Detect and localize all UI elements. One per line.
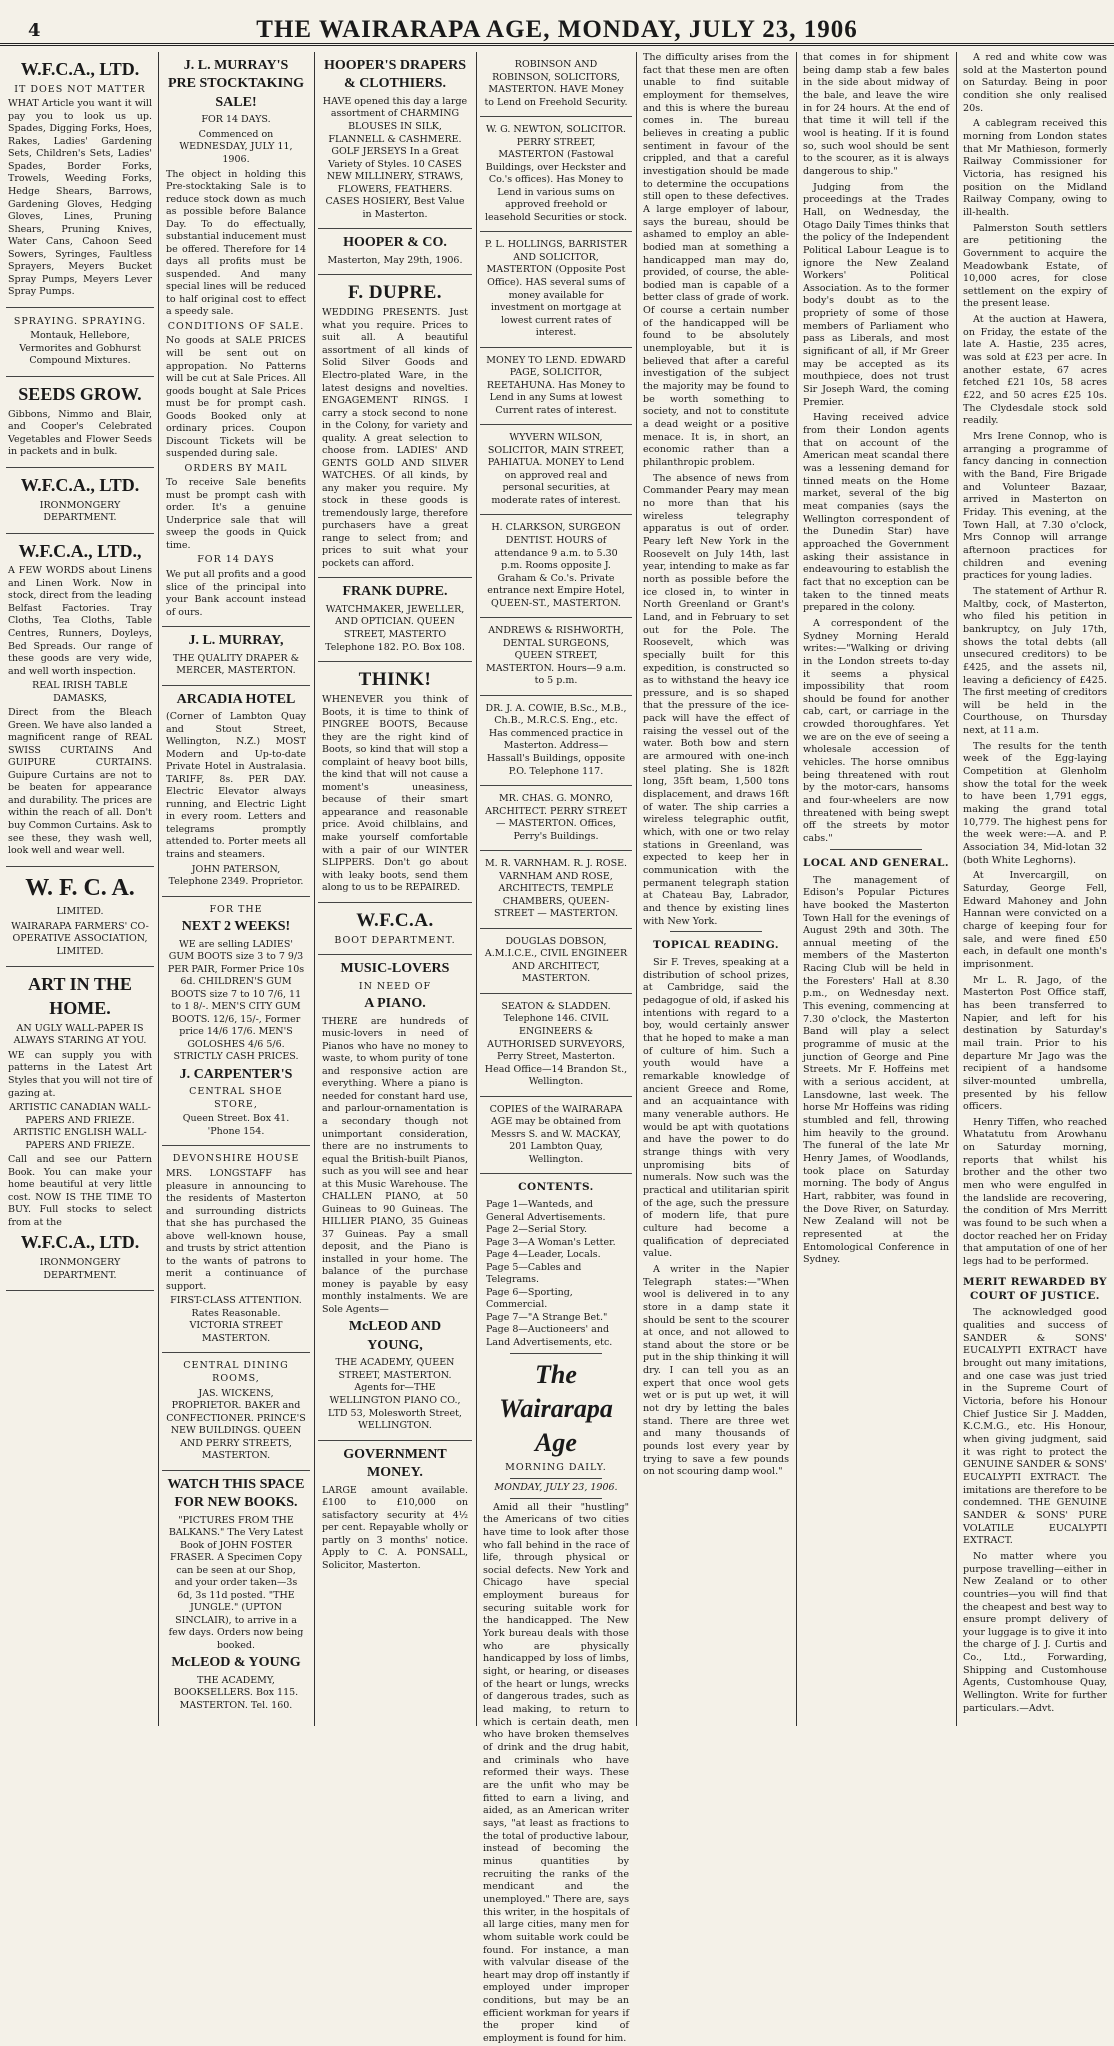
ad-body: LARGE amount available. £100 to £10,000 on satisfactory security at 4½ per cent. Repayable wholly or partly on 3 months' notice. Apply to C. A. PONSALL, Solicitor, Masterton. xyxy=(322,1484,468,1571)
article-paragraph: Judging from the proceedings at the Trades Hall, on Wednesday, the Otago Daily Times thinks that the policy of the Independent Political Labour League is to ignore the New Zealand Workers' Political Association. As to the former body's doubt as to the propriety of some of those members of Parliament who pass as Liberals, and most significant of all, if Mr Greer may be accepted as its mouthpiece, does not trust Sir Joseph Ward, the coming Premier. xyxy=(803,181,949,408)
professional-card xyxy=(480,348,632,426)
ad-body: MRS. LONGSTAFF has pleasure in announcing to the residents of Masterton and surrounding districts that she has purchased the above well-known house, and trusts by strict attention to the wants of patrons to merit a continuance of support. xyxy=(166,1168,306,1292)
article-paragraph: The statement of Arthur R. Maltby, cock, of Masterton, who filed his petition in bankruptcy, on July 17th, shows the total debts (all unsecured creditors) to be £425, and the assets nil, leaving a deficiency of £425. The first meeting of creditors will be held in the Courthouse, on Thursday next, at 11 a.m. xyxy=(963,585,1107,737)
ad-title: HOOPER & CO. xyxy=(343,235,447,251)
ad-body: Call and see our Pattern Book. You can make your home beautiful at very little cost. NOW IS THE TIME TO BUY. Full stocks to select from at the xyxy=(8,1154,152,1228)
card-text: SEATON & SLADDEN. Telephone 146. CIVIL ENGINEERS & AUTHORISED SURVEYORS, Perry Street, Masterton. Head Office—14 Brandon St., Wellington. xyxy=(484,1000,628,1088)
ad-government-money xyxy=(318,1441,472,1580)
ad-body: WE are selling LADIES' GUM BOOTS size 3 to 7 9/3 PER PAIR, Former Price 10s 6d. CHILDREN'S GUM BOOTS size 7 to 10 7/6, 11 to 1 8/-. MEN'S CITY GUM BOOTS. 12/6, 15/-, Former price 14/6 17/6. MEN'S GOLOSHES 4/6 5/6. STRICTLY CASH PRICES. xyxy=(167,938,305,1063)
ad-seeds xyxy=(6,377,154,468)
column-rule xyxy=(796,52,797,1726)
ad-art-home xyxy=(6,967,154,1291)
ad-devonshire-house xyxy=(162,1146,310,1353)
ad-sub: LIMITED. xyxy=(56,906,104,918)
ad-frank-dupre xyxy=(318,578,472,662)
ad-tag: IT DOES NOT MATTER xyxy=(14,83,146,95)
article-paragraph: No matter where you purpose travelling—either in New Zealand or to other countries—you will find that the cheapest and best way to ensure prompt delivery of your luggage is to give it into the charge of J. J. Curtis and Co., Ltd., Forwarding, Shipping and Customhouse Agents, Customhouse Quay, Wellington. Write for further particulars.—Advt. xyxy=(963,1550,1107,1714)
ad-arcadia-hotel xyxy=(162,686,310,897)
divider xyxy=(510,1353,601,1354)
newspaper-title: THE WAIRARAPA AGE, MONDAY, JULY 23, 1906 xyxy=(256,16,858,43)
contents-item: Page 7—"A Strange Bet." xyxy=(486,1311,608,1323)
ad-title: MUSIC-LOVERS xyxy=(340,961,450,977)
ad-wfca-limited xyxy=(6,867,154,968)
ad-sub: ORDERS BY MAIL xyxy=(184,462,288,474)
ad-title: WATCH THIS SPACE FOR NEW BOOKS. xyxy=(167,1476,305,1511)
local-general-heading: LOCAL AND GENERAL. xyxy=(802,856,950,869)
article-paragraph: At Invercargill, on Saturday, George Fell, Edward Mahoney and John Hannan were convicted on a charge of keeping four for sale, and were fined £50 each, in default one month's imprisonment. xyxy=(963,870,1107,970)
ad-title: ARCADIA HOTEL xyxy=(176,691,296,707)
ad-days: FOR 14 DAYS. xyxy=(201,114,271,126)
ad-sub: WATCHMAKER, JEWELLER, AND OPTICIAN. QUEEN STREET, MASTERTO Telephone 182. P.O. Box 108. xyxy=(325,603,465,653)
ad-linens xyxy=(6,534,154,867)
page-number: 4 xyxy=(28,20,41,41)
column-rule xyxy=(158,52,159,1726)
card-text: P. L. HOLLINGS, BARRISTER AND SOLICITOR, MASTERTON (Opposite Post Office). HAS several sums of money available for investment on mortgage at lowest current rates of interest. xyxy=(484,239,628,339)
article-paragraph: Having received advice from their London agents that on account of the American meat scandal there was a lessening demand for tinned meats on the Home market, several of the big meat companies (says the Wellington correspondent of the Dunedin Star) have approached the Government asking their assistance in endeavouring to establish the fact that no exception can be taken to the tinned meats prepared in the colony. xyxy=(803,412,949,614)
contents-item: Page 3—A Woman's Letter. xyxy=(486,1236,616,1248)
article-paragraph: A correspondent of the Sydney Morning Herald writes:—"Walking or driving in the London streets to-day it seems a physical impossibility that room should be found for another cab, cart, or carriage in the crowded thoroughfares. Yet we are on the eve of seeing a wholesale accession of vehicles. The horse omnibus being threatened with rout by the motor-cars, hansoms and four-wheelers are now threatened with being swept off the streets by motor cabs." xyxy=(803,617,949,845)
column-6 xyxy=(800,52,952,1726)
ad-body: "PICTURES FROM THE BALKANS." The Very Latest Book of JOHN FOSTER FRASER. A Specimen Copy can be seen at our Shop, and your order taken—3s 6d, 3s 11d posted. "THE JUNGLE." (UPTON SINCLAIR), to arrive in a few days. Orders now being booked. xyxy=(168,1514,304,1651)
column-rule xyxy=(314,52,315,1726)
article-paragraph: Amid all their "hustling" the Americans of two cities have time to look after those who fall behind in the race of life, through physical or social defects. New York and Chicago have special employment bureaus for securing suitable work for the handicapped. The New York bureau deals with those who are physically handicapped by loss of limbs, sight, or hearing, or diseases of the heart or lungs, wrecks of dangerous trades, such as lead making, to return to which is certain death, men who have broken themselves of drink and the drug habit, and criminals who have reformed their ways. These are the unfit who may be fitted to earn a living, and aided, as an American writer says, "at least as fractions to the total of productive labour, instead of becoming the minus quantities by recruiting the ranks of the mendicant and the unemployed." There are, says this writer, in the hospitals of all large cities, many men for whom suitable work could be found. For instance, a man with valvular disease of the heart may drop off instantly if employed under improper conditions, but may be an efficient workman for years if the proper kind of employment is found for him. xyxy=(483,1501,629,2045)
article-paragraph: Henry Tiffen, who reached Whatatutu from Arowhanu on Saturday morning, reports that whilst his brother and the other two men who were engulfed in the landslide are recovering, the condition of Mrs Merritt was found to be such when a doctor reached her on Friday that amputation of one of her legs had to be performed. xyxy=(963,1116,1107,1268)
ad-footer: McLEOD AND YOUNG, xyxy=(348,1319,442,1353)
article-paragraph: At the auction at Hawera, on Friday, the estate of the late A. Hastie, 235 acres, was sold at £23 per acre. In another estate, 67 acres fetched £21 10s, 58 acres £22, and 50 acres £25 10s. The Clydesdale stock sold readily. xyxy=(963,314,1107,427)
ad-title: J. CARPENTER'S xyxy=(179,1066,293,1082)
professional-card xyxy=(480,1097,632,1175)
card-text: MONEY TO LEND. EDWARD PAGE, SOLICITOR, REETAHUNA. Has Money to Lend in any Sums at lowest Current rates of interest. xyxy=(486,354,626,416)
article-paragraph: Mrs Irene Connop, who is arranging a programme of fancy dancing in connection with the Band, Fire Brigade and Volunteer Bazaar, arrived in Masterton on Friday. This evening, at the Town Hall, at 7.30 o'clock, Mrs Connop will arrange afternoon practices for children and evening practices for young ladies. xyxy=(963,431,1107,582)
ad-body: No goods at SALE PRICES will be sent out on appropation. No Patterns will be cut at Sale Prices. All goods bought at Sale Prices must be for prompt cash. Goods Booked only at ordinary prices. Coupon Discount Tickets will be suspended during sale. xyxy=(166,335,306,460)
column-3 xyxy=(318,52,472,1726)
ad-body: JAS. WICKENS, PROPRIETOR. BAKER and CONFECTIONER. PRINCE'S NEW BUILDINGS. QUEEN AND PERRY STREETS, MASTERTON. xyxy=(166,1387,306,1462)
article-paragraph: Sir F. Treves, speaking at a distribution of school prizes, at Cambridge, said the pedagogue of old, if asked his intentions with regard to a boy, would certainly answer that he hoped to make a man of culture of him. Such a youth would have a remarkable knowledge of ancient Greece and Rome, and an acquaintance with many venerable authors. He would be apt with quotations and have the power to do strange things with very unpromising bits of numerals. Now such was the practical and utilitarian spirit of the age, such the pressure of modern life, that pure culture had become a qualification of depreciated value. xyxy=(643,957,789,1260)
contents-item: Page 8—Auctioneers' and Land Advertisements, etc. xyxy=(486,1324,613,1349)
ad-tag: FOR THE xyxy=(209,903,263,915)
divider xyxy=(510,1478,601,1479)
column-rule xyxy=(636,52,637,1726)
column-7 xyxy=(960,52,1110,1726)
ad-body: (Corner of Lambton Quay and Stout Street, Wellington, N.Z.) MOST Modern and Up-to-date Private Hotel in Australasia. TARIFF, 8s. PER DAY. Electric Elevator always running, and Electric Light in every room. Letters and telegrams promptly attended to. Porter meets all trains and steamers. xyxy=(166,711,306,860)
ad-sub: REAL IRISH TABLE DAMASKS, xyxy=(32,680,128,704)
article-paragraph: A cablegram received this morning from London states that Mr Mathieson, formerly Railway Commissioner for Victoria, has resigned his position on the Midland Railway Company, owing to ill-health. xyxy=(963,118,1107,218)
ad-body: Direct from the Bleach Green. We have also landed a magnificent range of REAL SWISS CURTAINS And GUIPURE CURTAINS. Guipure Curtains are not to be beaten for appearance and durability. The prices are within the reach of all. Don't buy Common Curtains. Ask to see these, they wash well, look well and wear well. xyxy=(8,707,152,857)
ad-title: W.F.C.A., LTD. xyxy=(20,474,140,495)
merit-advert xyxy=(960,1307,1110,1715)
ad-body: WE can supply you with patterns in the Latest Art Styles that you will not tire of gazing at. xyxy=(8,1049,152,1099)
professional-card xyxy=(480,425,632,515)
column-4 xyxy=(480,52,632,2045)
topical-heading: TOPICAL READING. xyxy=(652,939,780,952)
ad-title: NEXT 2 WEEKS! xyxy=(181,919,291,935)
professional-card xyxy=(480,232,632,347)
ad-title: ART IN THE HOME. xyxy=(28,974,132,1019)
card-text: ANDREWS & RISHWORTH, DENTAL SURGEONS, QUEEN STREET, MASTERTON. Hours—9 a.m. to 5 p.m. xyxy=(485,625,627,687)
ad-dining-rooms xyxy=(162,1353,310,1470)
ad-title: CENTRAL DINING ROOMS, xyxy=(183,1360,289,1384)
ad-sub: Queen Street. Box 41. 'Phone 154. xyxy=(182,1113,290,1137)
contents-item: Page 2—Serial Story. xyxy=(486,1224,588,1236)
card-text: COPIES of the WAIRARAPA AGE may be obtained from Messrs S. and W. MACKAY, 201 Lambton Quay, Wellington. xyxy=(489,1103,623,1165)
ad-tag: AN UGLY WALL-PAPER IS ALWAYS STARING AT YOU. xyxy=(13,1022,147,1047)
ad-title: W.F.C.A., LTD. xyxy=(20,1232,140,1253)
ad-hooper-co xyxy=(318,229,472,275)
ad-body: We put all profits and a good slice of the principal into your Bank account instead of ours. xyxy=(166,569,306,618)
article-paragraph: The management of Edison's Popular Pictures have booked the Masterton Town Hall for the evenings of August 29th and 30th. The annual meeting of the members of the Masterton Racing Club will be held in the Foresters' Hall at 8.30 p.m., on Wednesday next. This evening, commencing at 7.30 o'clock, the Masterton Band will play a select programme of music at the junction of George and Pine Streets. Mr F. Hoffeins met with a serious accident, at Lansdowne, last week. The horse Mr Hoffeins was riding stumbled and fell, throwing him heavily to the ground. The funeral of the late Mr Henry James, of Woodlands, took place on Saturday morning. The body of Angus Hart, rabbiter, was found in the Dove River, on Saturday. New Zealand will not be represented at the Entomological Conference in Sydney. xyxy=(803,874,949,1266)
professional-card xyxy=(480,52,632,117)
card-text: W. G. NEWTON, SOLICITOR. PERRY STREET, MASTERTON (Fastowal Buildings, over Heckster and Co.'s offices). Has Money to Lend in various sums on approved freehold or leasehold Securities or stock. xyxy=(484,124,628,223)
ad-title: SEEDS GROW. xyxy=(18,383,142,404)
article-paragraph: Mr L. R. Jago, of the Masterton Post Office staff, has been transferred to Napier, and left for his destination by Saturday's mail train. Prior to his departure Mr Jago was the recipient of a handsome silver-mounted umbrella, presented by his fellow officers. xyxy=(963,974,1107,1113)
divider xyxy=(510,1498,601,1499)
ad-sub: CENTRAL SHOE STORE, xyxy=(189,1086,283,1110)
ad-date: Commenced on WEDNESDAY, JULY 11, 1906. xyxy=(179,128,293,165)
ad-title: W.F.C.A. xyxy=(356,909,434,931)
professional-card xyxy=(480,515,632,618)
ad-sub: FOR 14 DAYS xyxy=(197,554,275,566)
ad-title: THINK! xyxy=(358,669,432,691)
professional-card xyxy=(480,786,632,851)
ad-body: To receive Sale benefits must be prompt cash with order. It's a genuine Underprice sale that will sweep the goods in Quick time. xyxy=(166,477,306,551)
ad-ironmongery xyxy=(6,468,154,534)
professional-card xyxy=(480,994,632,1097)
ad-sub: THE ACADEMY, BOOKSELLERS. Box 115. MASTERTON. Tel. 160. xyxy=(173,1674,299,1711)
ad-title: FRANK DUPRE. xyxy=(342,584,448,600)
contents-item: Page 1—Wanteds, and General Advertisements. xyxy=(486,1199,606,1223)
ad-title: HOOPER'S DRAPERS & CLOTHIERS. xyxy=(324,58,466,92)
ad-title: W.F.C.A., LTD., xyxy=(18,540,142,561)
local-general xyxy=(800,875,952,1267)
ad-list: ARTISTIC CANADIAN WALL-PAPERS AND FRIEZE. ARTISTIC ENGLISH WALL-PAPERS AND FRIEZE. xyxy=(9,1102,151,1151)
article-paragraph: Palmerston South settlers are petitioning the Government to acquire the Meadowbank Estate, of 10,000 acres, for close settlement on the expiry of the present lease. xyxy=(963,222,1107,310)
ad-title: J. L. MURRAY, xyxy=(188,633,284,649)
ad-title: DEVONSHIRE HOUSE xyxy=(172,1153,300,1165)
ad-tag: SPRAYING. SPRAYING. xyxy=(13,315,147,327)
contents-item: Page 4—Leader, Locals. xyxy=(486,1249,601,1261)
ad-title: F. DUPRE. xyxy=(347,282,443,304)
article-paragraph: The difficulty arises from the fact that these men are often unable to find suitable employment for themselves, and this is where the bureau comes in. The bureau believes in creating a public sentiment in favour of the crippled, and that a careful investigation should be made to determine the occupations still open to these defectives. A large employer of labour, says the bureau, should be ashamed to employ an able-bodied man at something a handicapped man may do, provided, of course, the able-bodied man is capable of a better class of grade of work. Of course a certain number of the handicapped will be found to be absolutely unemployable, but it is believed that after a careful investigation of the subject the majority may be found to be worth something to society, and not to constitute a dead weight or a positive menace. It is, in short, an economic rather than a philanthropic problem. xyxy=(643,52,789,468)
ad-gum-boots xyxy=(162,897,310,1147)
ad-murray xyxy=(162,627,310,686)
card-text: WYVERN WILSON, SOLICITOR, MAIN STREET, PAHIATUA. MONEY to Lend on approved real and personal securities, at moderate rates of interest. xyxy=(487,432,625,506)
article-paragraph: The acknowledged good qualities and success of SANDER & SONS' EUCALYPTI EXTRACT have brought out many imitations, and one case was just tried in the Supreme Court of Victoria, before his Honour Chief Justice Sir J. Madden, K.C.M.G., etc. His Honour, when giving judgment, said it was right to protect the GENUINE SANDER & SONS' EUCALYPTI EXTRACT. The imitations are therefore to be condemned. THE GENUINE SANDER & SONS' PURE VOLATILE EUCALYPTI EXTRACT. xyxy=(963,1307,1107,1547)
article-paragraph: The absence of news from Commander Peary may mean no more than that his wireless telegraphy apparatus is out of order. Peary left New York in the Roosevelt on July 14th, last year, intending to make as far north as possible before the ice closed in, to winter in North Greenland or Grant's Land, and in February to set out for the Pole. The Roosevelt, which was specially built for this expedition, is constructed so as to withstand the heavy ice pressure, and is so shaped that the pressure of the ice-pack will have the effect of raising the vessel out of the water. Both bow and stern are armoured with one-inch steel plating. She is 182ft long, 35ft beam, 1,500 tons displacement, and draws 16ft of water. The ship carries a wireless telegraphic outfit, which, with one or two relay stations in Greenland, was expected to keep her in communication with the permanent telegraph station at Chateau Bay, Labrador, and thence by existing lines with New York. xyxy=(643,472,789,927)
ad-sub: THE ACADEMY, QUEEN STREET, MASTERTON. Agents for—THE WELLINGTON PIANO CO., LTD 53, Molesworth Street, WELLINGTON. xyxy=(328,1357,462,1432)
card-text: M. R. VARNHAM. R. J. ROSE. VARNHAM AND ROSE, ARCHITECTS, TEMPLE CHAMBERS, QUEEN-STREET — MASTERTON. xyxy=(484,858,628,920)
article-paragraph: The results for the tenth week of the Egg-laying Competition at Glenholm show the total for the week to have been 1,791 eggs, making the grand total 10,779. The highest pens for the week were:—A. and P. Association 34, Mid-lotan 32 (both White Leghorns). xyxy=(963,740,1107,866)
ad-sub: JOHN PATERSON, Telephone 2349. Proprietor. xyxy=(168,863,304,888)
ad-sub: FIRST-CLASS ATTENTION. Rates Reasonable. VICTORIA STREET MASTERTON. xyxy=(170,1295,302,1344)
contents-heading: CONTENTS. xyxy=(518,1181,594,1194)
professional-card xyxy=(480,117,632,232)
issue-date: MONDAY, JULY 23, 1906. xyxy=(494,1482,618,1494)
merit-heading: MERIT REWARDED BY COURT OF JUSTICE. xyxy=(962,1275,1107,1302)
ad-murray-sale xyxy=(162,52,310,627)
news-items xyxy=(960,52,1110,1269)
professional-card xyxy=(480,851,632,929)
contents-item: Page 6—Sporting, Commercial. xyxy=(486,1286,573,1311)
ad-spraying xyxy=(6,308,154,377)
divider xyxy=(830,849,921,850)
professional-card xyxy=(480,618,632,696)
topical-reading xyxy=(640,957,792,1479)
article-paragraph: A red and white cow was sold at the Masterton pound on Saturday. Being in poor condition she only realised 20s. xyxy=(963,52,1107,114)
ad-body: Gibbons, Nimmo and Blair, and Cooper's Celebrated Vegetables and Flower Seeds in packets and in bulk. xyxy=(8,408,152,458)
ad-body: The object in holding this Pre-stocktaking Sale is to reduce stock down as much as possible before Balance Day. To do effectually, substantial inducement must be offered. Therefore for 14 days all profits must be suspended. And many special lines will be reduced to half original cost to effect a speedy sale. xyxy=(166,168,306,318)
professional-card xyxy=(480,696,632,786)
leader-continued xyxy=(640,52,792,928)
ad-headline: PRE STOCKTAKING SALE! xyxy=(167,76,304,110)
column-rule xyxy=(956,52,957,1726)
ad-new-books xyxy=(162,1471,310,1720)
ad-title: W. F. C. A. xyxy=(25,874,135,901)
ad-sub: Masterton, May 29th, 1906. xyxy=(327,254,463,266)
contents-item: Page 5—Cables and Telegrams. xyxy=(486,1261,582,1286)
ad-body: WHAT Article you want it will pay you to look us up. Spades, Digging Forks, Hoes, Rakes, Ladies' Gardening Sets, Children's Sets, Ladies' Spades, Border Forks, Trowels, Weeding Forks, Hedge Shears, Barrows, Gardening Gloves, Hedging Gloves, Lines, Pruning Shears, Pruning Knives, Water Cans, Cahoon Seed Sowers, Syringes, Faultless Sprayers, Meyers Bucket Spray Pumps, Meyers Lever Spray Pumps. xyxy=(8,98,152,298)
ad-wfca-garden xyxy=(6,52,154,308)
ad-body: WHENEVER you think of Boots, it is time to think of PINGREE BOOTS, Because they are the right kind of Boots, so kind that will stop a complaint of heavy boot bills, the kind that will not cause a moment's uneasiness, because of their smart appearance and reasonable price. Avoid chilblains, and make yourself comfortable with a pair of our WINTER SLIPPERS. Don't go about with leaky boots, send them along to us to be REPAIRED. xyxy=(322,694,468,894)
ad-sub: THE QUALITY DRAPER & MERCER, MASTERTON. xyxy=(172,652,300,677)
ad-sub: BOOT DEPARTMENT. xyxy=(334,934,456,946)
ad-title: J. L. MURRAY'S xyxy=(183,58,289,73)
ad-piano xyxy=(318,955,472,1440)
ad-body: HAVE opened this day a large assortment of CHARMING BLOUSES IN SILK, FLANNELL & CASHMERE. GOLF JERSEYS In a Great Variety of Styles. 10 CASES NEW MILLINERY, STRAWS, FLOWERS, FEATHERS. CASES HOSIERY, Best Value in Masterton. xyxy=(322,95,468,220)
leader-article xyxy=(480,1502,632,2046)
ad-title: A PIANO. xyxy=(364,996,426,1012)
card-text: MR. CHAS. G. MONRO, ARCHITECT. PERRY STREET — MASTERTON. Offices, Perry's Buildings. xyxy=(485,793,627,842)
ad-wfca-boots xyxy=(318,903,472,956)
column-1 xyxy=(6,52,154,1726)
article-paragraph: that comes in for shipment being damp stab a few bales in the side about midway of the bale, and leave the wire in for 24 hours. At the end of that time it will tell if the wool is heating. If it is found so, such wool should be sent to the scourer, as it is always dangerous to ship." xyxy=(803,52,949,177)
ad-body: WEDDING PRESENTS. Just what you require. Prices to suit all. A beautiful assortment of all kinds of Solid Silver Goods and Electro-plated Ware, in the latest designs and novelties. ENGAGEMENT RINGS. I carry a stock second to none in the Colony, for variety and quality. A great selection to choose from. LADIES' AND GENTS GOLD AND SILVER WATCHES. Of all kinds, by any maker you require. My stock in these goods is tremendously large, therefore purchasers have a great range to select from; and prices to suit what your pockets can afford. xyxy=(322,307,468,569)
ad-sub: IRONMONGERY DEPARTMENT. xyxy=(39,499,121,524)
ad-body: Montauk, Hellebore, Vermorites and Gobhurst Compound Mixtures. xyxy=(19,330,141,367)
professional-card xyxy=(480,929,632,994)
ad-think xyxy=(318,662,472,903)
article-paragraph: A writer in the Napier Telegraph states:—"When wool is delivered in to any store in a damp state it should be sent to the scourer at once, and not allowed to stand about the store or be put in the ship thinking it will dry. I can tell you as an expert that once wool gets wet or is put up wet, it will not dry by letting the bales stand. There are three wet and many thousands of pounds lost every year by trying to save a few pounds on not scouring damp wool." xyxy=(643,1263,789,1478)
contents-list xyxy=(480,1199,632,1349)
inner-masthead: The Wairarapa Age xyxy=(499,1359,613,1458)
column-rule xyxy=(476,52,477,1726)
ad-title: W.F.C.A., LTD. xyxy=(20,59,140,79)
column-5 xyxy=(640,52,792,1726)
masthead-subtitle: MORNING DAILY. xyxy=(505,1462,607,1474)
ad-tag: IN NEED OF xyxy=(358,980,432,992)
column-2 xyxy=(162,52,310,1726)
card-text: ROBINSON AND ROBINSON, SOLICITORS, MASTERTON. HAVE Money to Lend on Freehold Security. xyxy=(484,59,628,108)
ad-footer: McLEOD & YOUNG xyxy=(171,1655,301,1671)
ad-body: WAIRARAPA FARMERS' CO-OPERATIVE ASSOCIATION, LIMITED. xyxy=(11,920,149,957)
ad-title: GOVERNMENT MONEY. xyxy=(343,1446,447,1481)
masthead xyxy=(0,0,1114,46)
news-items xyxy=(800,52,952,846)
ad-body: A FEW WORDS about Linens and Linen Work. Now in stock, direct from the leading Belfast Factories. Tray Cloths, Tea Cloths, Table Centres, Runners, Doyleys, Bed Spreads. Our range of these goods are very wide, and well worth inspection. xyxy=(8,565,152,677)
card-text: H. CLARKSON, SURGEON DENTIST. HOURS of attendance 9 a.m. to 5.30 p.m. Rooms opposite J. Graham & Co.'s. Private entrance next Empire Hotel, QUEEN-ST., MASTERTON. xyxy=(487,522,625,609)
ad-body: THERE are hundreds of music-lovers in need of Pianos who have no money to waste, to whom purity of tone and responsive action are everything. Where a piano is needed for constant hard use, and parlour-ornamentation is a secondary though not unimportant consideration, there are no instruments to equal the British-built Pianos, such as you will see and hear at this Music Warehouse. The CHALLEN PIANO, at 50 Guineas to 90 Guineas. The HILLIER PIANO, 35 Guineas 37 Guineas. Pay a small deposit, and the Piano is installed in your home. The balance of the purchase money is payable by easy monthly instalments. We are Sole Agents— xyxy=(322,1015,468,1315)
card-text: DR. J. A. COWIE, B.Sc., M.B., Ch.B., M.R.C.S. Eng., etc. Has commenced practice in Masterton. Address—Hassall's Buildings, opposite P.O. Telephone 117. xyxy=(485,702,627,777)
ad-sub: CONDITIONS OF SALE. xyxy=(167,320,305,332)
ad-hoopers xyxy=(318,52,472,229)
ad-sub: IRONMONGERY DEPARTMENT. xyxy=(39,1257,121,1281)
card-text: DOUGLAS DOBSON, A.M.I.C.E., CIVIL ENGINEER AND ARCHITECT, MASTERTON. xyxy=(484,935,628,985)
divider xyxy=(670,931,761,932)
ad-dupre xyxy=(318,275,472,578)
